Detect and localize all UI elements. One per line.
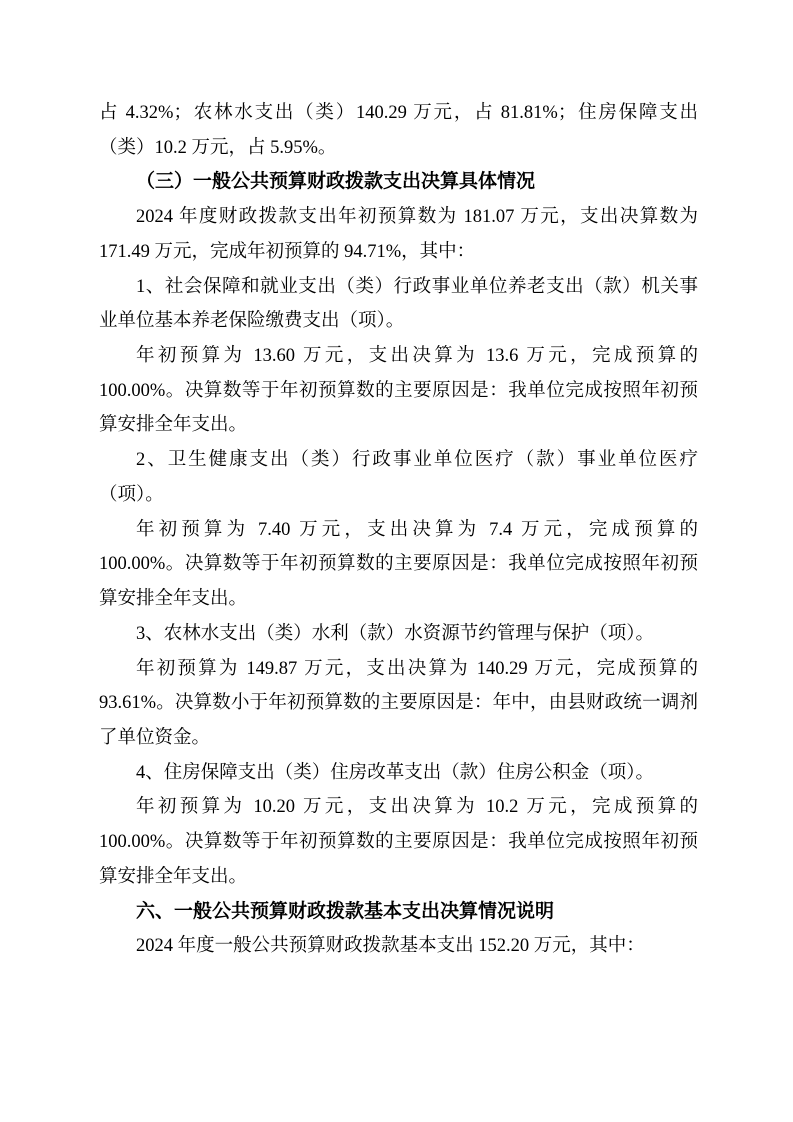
text-line: 年初预算为 149.87 万元，支出决算为 140.29 万元，完成预算的 [136,658,698,679]
text-line: （类）10.2 万元，占 5.95%。 [99,137,337,158]
text-line-item-4: 4、住房保障支出（类）住房改革支出（款）住房公积金（项）。 [136,762,655,783]
heading-section-6: 六、一般公共预算财政拨款基本支出决算情况说明 [136,900,555,922]
text-line: 了单位资金。 [99,727,211,748]
text-line: 算安排全年支出。 [99,415,248,436]
text-line: 年初预算为 10.20 万元，支出决算为 10.2 万元，完成预算的 [136,797,698,818]
text-line: 100.00%。决算数等于年初预算数的主要原因是：我单位完成按照年初预 [99,380,698,401]
text-line: 100.00%。决算数等于年初预算数的主要原因是：我单位完成按照年初预 [99,832,698,853]
text-line-item-3: 3、农林水支出（类）水利（款）水资源节约管理与保护（项）。 [136,623,655,644]
text-line: 年初预算为 7.40 万元，支出决算为 7.4 万元，完成预算的 [136,519,698,540]
text-line: （项）。 [99,484,164,505]
text-line: 100.00%。决算数等于年初预算数的主要原因是：我单位完成按照年初预 [99,554,698,575]
text-line: 年初预算为 13.60 万元，支出决算为 13.6 万元，完成预算的 [136,346,698,367]
text-line-item-1: 1、社会保障和就业支出（类）行政事业单位养老支出（款）机关事 [136,276,698,297]
text-line: 算安排全年支出。 [99,866,248,887]
text-line: 业单位基本养老保险缴费支出（项）。 [99,311,405,332]
document-body [99,96,698,964]
text-line: 171.49 万元，完成年初预算的 94.71%，其中： [99,241,476,262]
text-line: 2024 年度财政拨款支出年初预算数为 181.07 万元，支出决算数为 [136,207,698,228]
text-line: 占 4.32%；农林水支出（类）140.29 万元，占 81.81%；住房保障支出 [99,103,698,123]
text-line: 93.61%。决算数小于年初预算数的主要原因是：年中，由县财政统一调剂 [99,693,698,714]
text-line-item-2: 2、卫生健康支出（类）行政事业单位医疗（款）事业单位医疗 [136,450,698,471]
heading-section-3-specifics: （三）一般公共预算财政拨款支出决算具体情况 [136,171,536,193]
text-line: 算安排全年支出。 [99,589,248,610]
text-line: 2024 年度一般公共预算财政拨款基本支出 152.20 万元，其中： [136,936,645,957]
